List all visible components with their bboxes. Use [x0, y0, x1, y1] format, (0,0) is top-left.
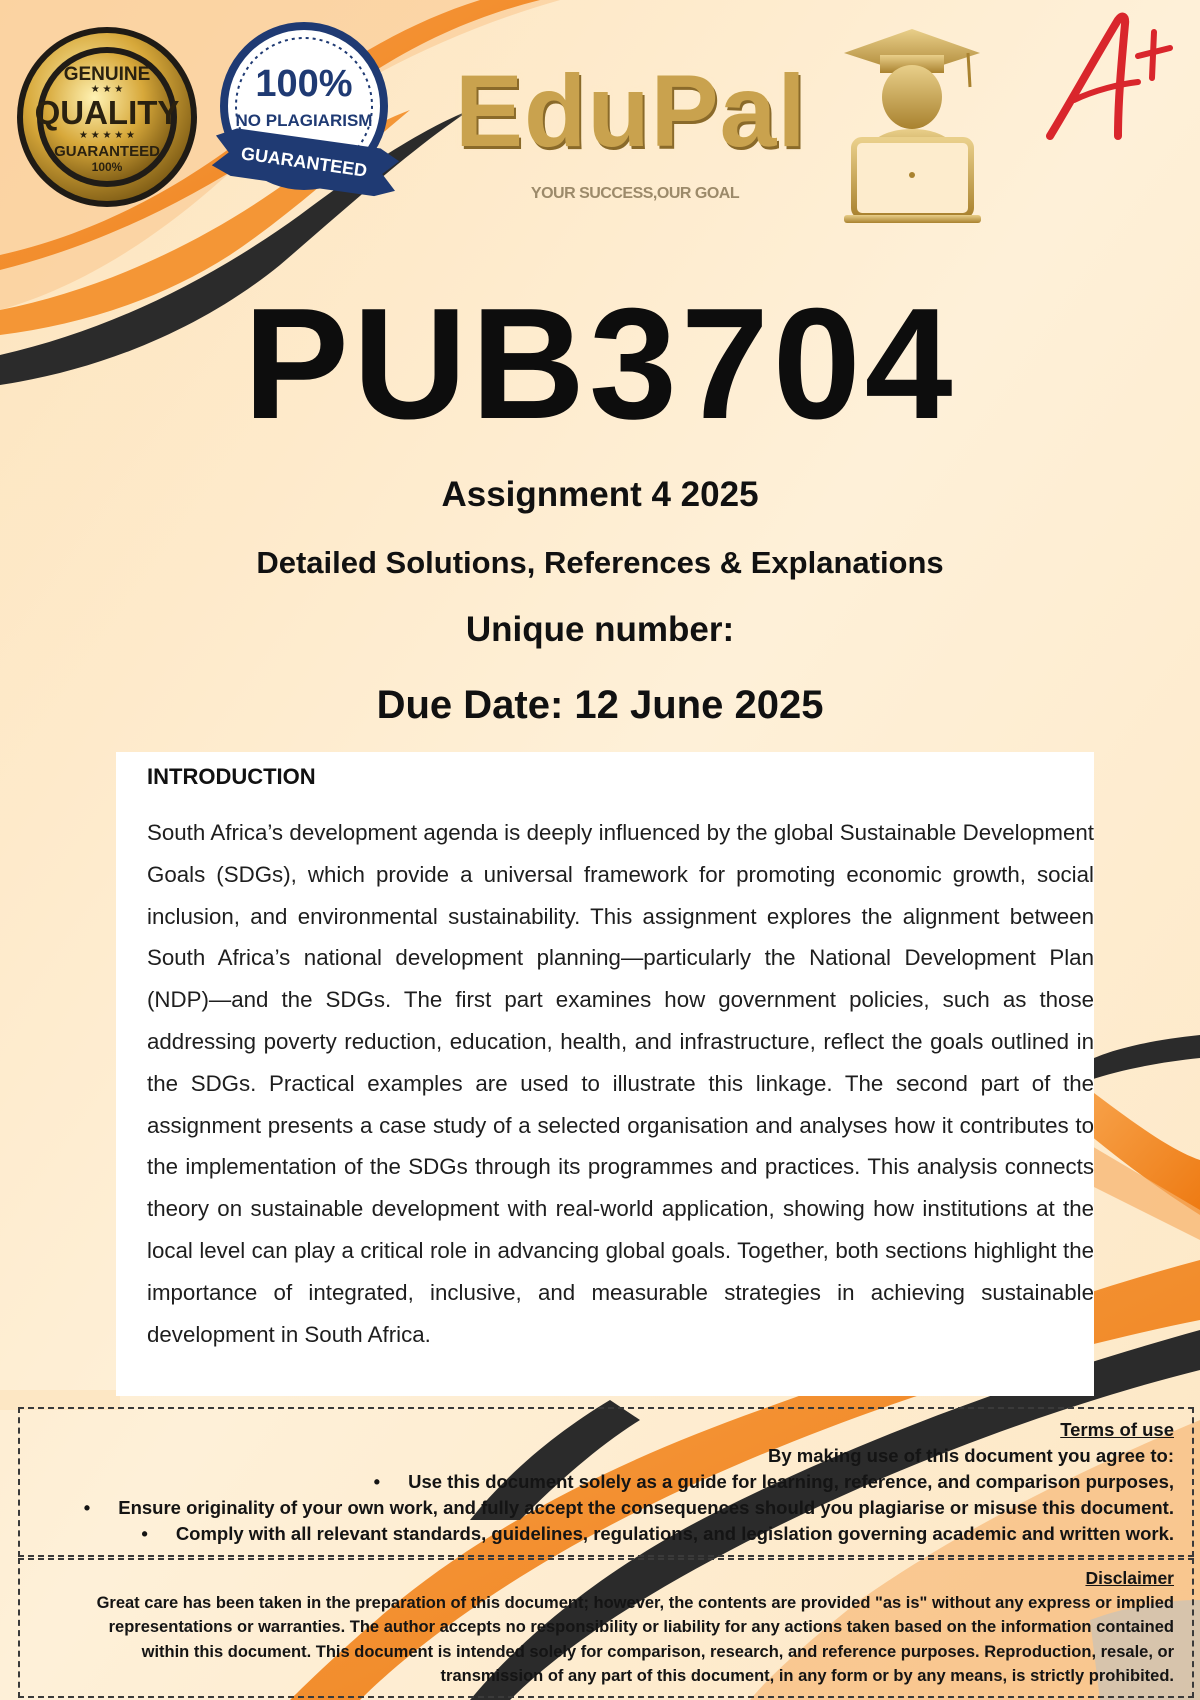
badge-percent-text: 100% [91, 160, 123, 174]
logo-tagline: YOUR SUCCESS,OUR GOAL [530, 185, 740, 202]
unique-number-label: Unique number: [465, 610, 735, 649]
badge-no-plagiarism-text: NO PLAGIARISM [235, 111, 373, 130]
badge-guaranteed-text: GUARANTEED [54, 143, 160, 160]
badge-ribbon-text: GUARANTEED [239, 143, 369, 181]
terms-item: • Comply with all relevant standards, guidelines, regulations, and legislation governing academic and written work. [38, 1521, 1174, 1547]
terms-of-use-box [18, 1407, 1194, 1557]
terms-item: • Ensure originality of your own work, and fully accept the consequences should you plagiarise or misuse this document. [38, 1495, 1174, 1521]
badge-genuine-text: GENUINE [63, 64, 151, 85]
quality-seal-badge [12, 22, 202, 212]
no-plagiarism-badge [208, 18, 408, 218]
due-date: Due Date: 12 June 2025 [376, 683, 824, 727]
terms-lead: By making use of this document you agree to: [767, 1445, 1174, 1466]
disclaimer-body: Great care has been taken in the preparation of this document; however, the contents are provided "as is" without any express or implied representations or warranties. The author accepts no responsibility or liability for any actions taken based on the information contained within this document. This document is intended solely for comparison, research, and reference purposes. Reproduction, resale, or transmission of any part of this document, in any form or by any means, is strictly prohibited. [96, 1593, 1174, 1685]
badge-100-text: 100% [255, 63, 353, 105]
terms-item: • Use this document solely as a guide for learning, reference, and comparison purposes, [38, 1469, 1174, 1495]
disclaimer-title: Disclaimer [1085, 1568, 1174, 1588]
course-code: PUB3704 [243, 276, 957, 452]
document-subtitle: Detailed Solutions, References & Explanations [256, 545, 944, 580]
terms-list [38, 1469, 1174, 1547]
introduction-body: South Africa’s development agenda is deeply influenced by the global Sustainable Development Goals (SDGs), which provide a universal framework for promoting economic growth, social inclusion, and environmental sustainability. This assignment explores the alignment between South Africa’s national development planning—particularly the National Development Plan (NDP)—and the SDGs. The first part examines how government policies, such as those addressing poverty reduction, education, health, and infrastructure, reflect the goals outlined in the SDGs. Practical examples are used to illustrate this linkage. The second part of the assignment presents a case study of a selected organisation and analyses how it contributes to the implementation of the SDGs through its programmes and practices. This analysis connects theory on sustainable development with real-world application, showing how institutions at the local level can play a critical role in advancing global goals. Together, both sections highlight the importance of integrated, inclusive, and measurable strategies in achieving sustainable development in South Africa. [147, 820, 1094, 1347]
svg-text:★ ★ ★: ★ ★ ★ [90, 84, 124, 95]
a-plus-grade-icon [1040, 8, 1185, 158]
graduate-laptop-icon [840, 25, 985, 230]
badge-quality-text: QUALITY [34, 94, 180, 131]
svg-text:★ ★ ★ ★ ★: ★ ★ ★ ★ ★ [79, 130, 135, 141]
assignment-title: Assignment 4 2025 [441, 475, 759, 514]
disclaimer-box [18, 1558, 1194, 1698]
introduction-heading: INTRODUCTION [147, 764, 316, 789]
edupal-logo: EduPal [455, 54, 807, 168]
terms-title: Terms of use [1060, 1419, 1174, 1440]
introduction-section [116, 752, 1094, 1396]
